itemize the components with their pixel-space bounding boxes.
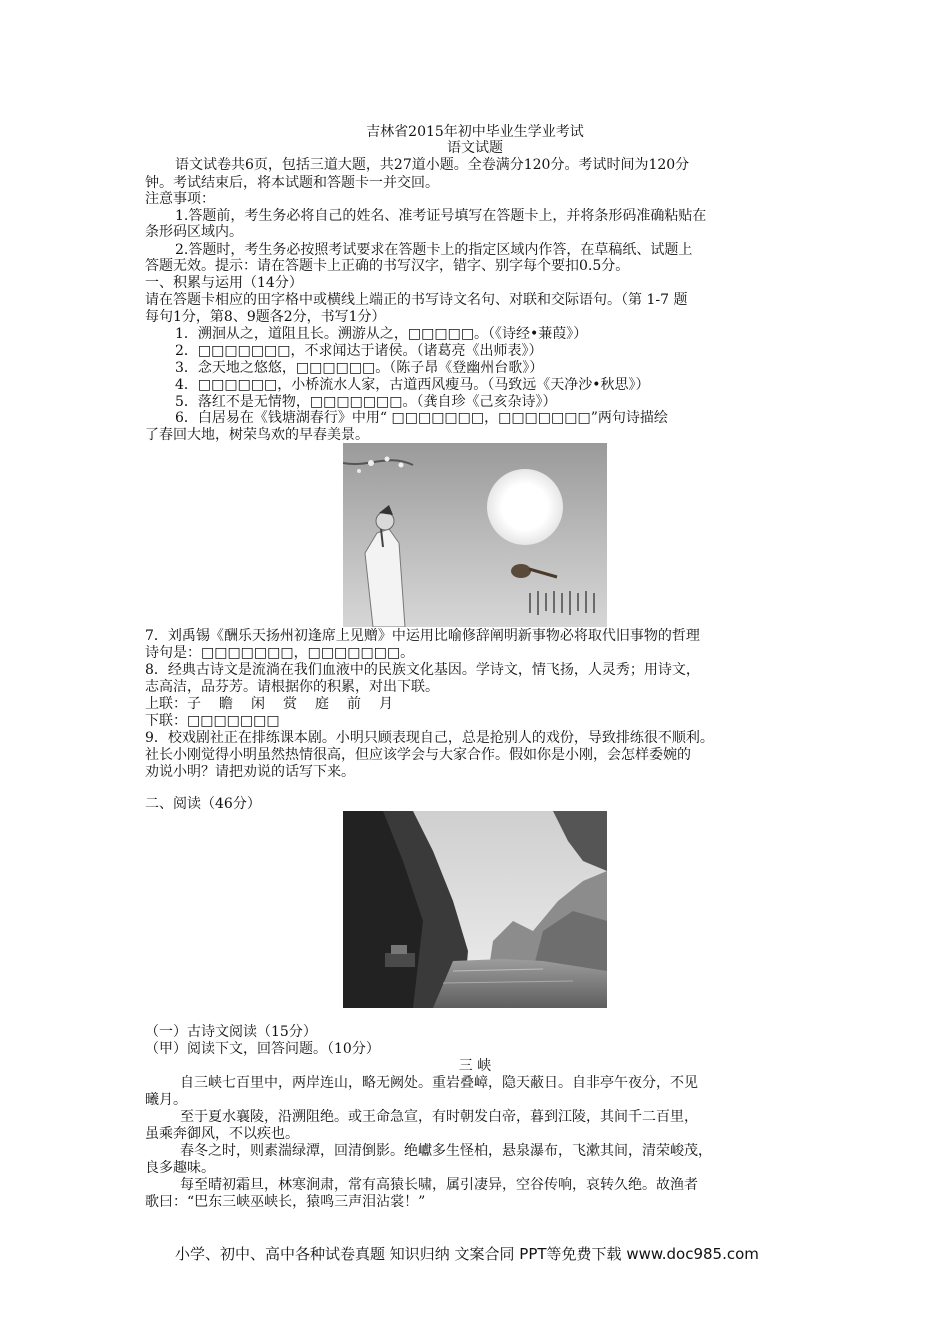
question-7-line-1: 7．刘禹锡《酬乐天扬州初逢席上见赠》中运用比喻修辞阐明新事物必将取代旧事物的哲理	[145, 628, 700, 644]
passage-line: 自三峡七百里中，两岸连山，略无阙处。重岩叠嶂，隐天蔽日。自非亭午夜分，不见	[180, 1075, 698, 1091]
exam-subtitle: 语文试题	[447, 140, 503, 156]
section1-instruction-2: 每句1分，第8、9题各2分，书写1分）	[145, 309, 386, 325]
subsection-1-heading: （一）古诗文阅读（15分）	[145, 1024, 317, 1040]
section1-instruction-1: 请在答题卡相应的田字格中或横线上端正的书写诗文名句、对联和交际语句。（第 1-7 题	[145, 292, 688, 308]
subsection-1a-heading: （甲）阅读下文，回答问题。（10分）	[145, 1041, 380, 1057]
note-line-1: 1.答题前，考生务必将自己的姓名、准考证号填写在答题卡上，并将条形码准确粘贴在	[175, 208, 707, 224]
question-9-line-3: 劝说小明？请把劝说的话写下来。	[145, 764, 355, 780]
passage-line: 至于夏水襄陵，沿溯阻绝。或王命急宣，有时朝发白帝，暮到江陵，其间千二百里，	[180, 1109, 698, 1125]
note-line-3: 2.答题时，考生务必按照考试要求在答题卡上的指定区域内作答，在草稿纸、试题上	[175, 242, 693, 258]
question-6-line-2: 了春回大地，树荣鸟欢的早春美景。	[145, 427, 369, 443]
note-line-2: 条形码区域内。	[145, 224, 243, 240]
passage-line: 歌曰：“巴东三峡巫峡长，猿鸣三声泪沾裳！”	[145, 1194, 426, 1210]
question-9-line-2: 社长小刚觉得小明虽然热情很高，但应该学会与大家合作。假如你是小刚，会怎样委婉的	[145, 747, 691, 763]
couplet-lower: 下联：□□□□□□□	[145, 713, 280, 729]
section2-heading: 二、阅读（46分）	[145, 796, 261, 812]
passage-line: 曦月。	[145, 1092, 187, 1108]
couplet-char: 闲	[251, 696, 265, 712]
couplet-char: 子	[187, 696, 201, 712]
section1-heading: 一、积累与运用（14分）	[145, 275, 303, 291]
couplet-char: 瞻	[219, 696, 233, 712]
couplet-char: 月	[379, 696, 393, 712]
couplet-char: 前	[347, 696, 361, 712]
question-3: 3．念天地之悠悠，□□□□□□。（陈子昂《登幽州台歌》）	[175, 360, 544, 376]
note-line-4: 答题无效。提示：请在答题卡上正确的书写汉字，错字、别字每个要扣0.5分。	[145, 258, 630, 274]
question-9-line-1: 9．校戏剧社正在排练课本剧。小明只顾表现自己，总是抢别人的戏份，导致排练很不顺利。	[145, 730, 714, 746]
intro-line-1: 语文试卷共6页，包括三道大题，共27道小题。全卷满分120分。考试时间为120分	[175, 157, 690, 173]
passage-title: 三 峡	[458, 1058, 492, 1074]
question-8-line-2: 志高洁，品芬芳。请根据你的积累，对出下联。	[145, 679, 439, 695]
question-6-line-1: 6．白居易在《钱塘湖春行》中用“ □□□□□□□，□□□□□□□”两句诗描绘	[175, 410, 668, 426]
couplet-upper-label: 上联：	[145, 696, 187, 712]
intro-line-2: 钟。考试结束后，将本试题和答题卡一并交回。	[145, 175, 439, 191]
notes-heading: 注意事项：	[145, 191, 215, 207]
passage-line: 春冬之时，则素湍绿潭，回清倒影。绝巘多生怪柏，悬泉瀑布，飞漱其间，清荣峻茂，	[180, 1143, 712, 1159]
couplet-char: 庭	[315, 696, 329, 712]
passage-line: 虽乘奔御风，不以疾也。	[145, 1126, 299, 1142]
exam-title: 吉林省2015年初中毕业生学业考试	[366, 124, 584, 140]
question-4: 4．□□□□□□，小桥流水人家，古道西风瘦马。（马致远《天净沙•秋思》）	[175, 377, 650, 393]
question-2: 2．□□□□□□□，不求闻达于诸侯。（诸葛亮《出师表》）	[175, 343, 543, 359]
question-1: 1．溯洄从之，道阻且长。溯游从之，□□□□□。（《诗经•蒹葭》）	[175, 326, 588, 342]
question-8-line-1: 8．经典古诗文是流淌在我们血液中的民族文化基因。学诗文，情飞扬，人灵秀；用诗文，	[145, 662, 700, 678]
passage-line: 良多趣味。	[145, 1160, 215, 1176]
passage-line: 每至晴初霜旦，林寒涧肃，常有高猿长啸，属引凄异，空谷传响，哀转久绝。故渔者	[180, 1177, 698, 1193]
page-footer: 小学、初中、高中各种试卷真题 知识归纳 文案合同 PPT等免费下载 www.doc985.com	[175, 1245, 759, 1263]
poet-moon-illustration	[343, 443, 607, 627]
couplet-char: 赏	[283, 696, 297, 712]
three-gorges-photo	[343, 811, 607, 1008]
question-5: 5．落红不是无情物，□□□□□□□。（龚自珍《己亥杂诗》）	[175, 394, 557, 410]
question-7-line-2: 诗句是：□□□□□□□，□□□□□□□。	[145, 645, 415, 661]
couplet-upper	[145, 696, 411, 712]
